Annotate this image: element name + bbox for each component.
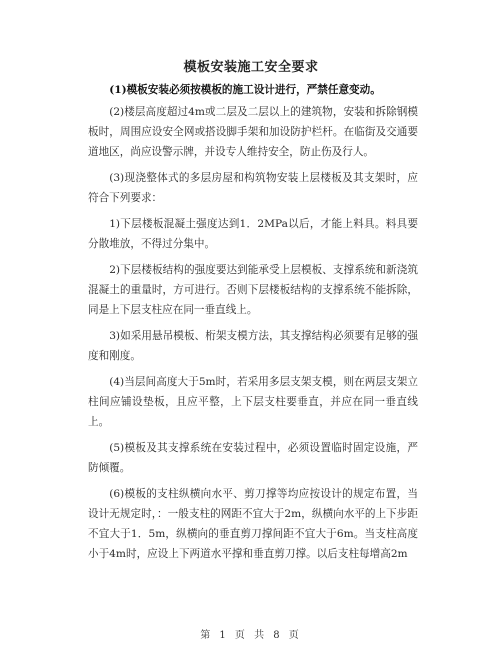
paragraph-7: (4)当层间高度大于5m时，若采用多层支架支模，则在两层支架立柱间应铺设垫板，且应平整，上下层支柱要垂直，并应在同一垂直线上。 — [88, 376, 418, 428]
paragraph-1: (1)模板安装必须按模板的施工设计进行，严禁任意变动。 — [109, 84, 381, 96]
document-title: 模板安装施工安全要求 — [183, 60, 319, 75]
paragraph-3: (3)现浇整体式的多层房屋和构筑物安装上层楼板及其支架时，应符合下列要求： — [88, 172, 418, 204]
paragraph-6: 3)如采用悬吊模板、桁架支模方法，其支撑结构必须要有足够的强度和刚度。 — [88, 330, 418, 362]
paragraph-2: (2)楼层高度超过4m或二层及二层以上的建筑物，安装和拆除钢模板时，周围应设安全网或搭设脚手架和加设防护栏杆。在临街及交通要道地区，尚应设警示牌，并设专人维持安全，防止伤及行人。 — [88, 106, 418, 158]
paragraph-8: (5)模板及其支撑系统在安装过程中，必须设置临时固定设施，严防倾覆。 — [88, 442, 418, 474]
paragraph-4: 1)下层楼板混凝土强度达到1．2MPa以后，才能上料具。料具要分散堆放，不得过分集中。 — [88, 218, 418, 250]
page-number-footer: 第 1 页 共 8 页 — [200, 630, 302, 641]
paragraph-9: (6)模板的支柱纵横向水平、剪刀撑等均应按设计的规定布置，当设计无规定时，：一般支柱的网距不宜大于2m，纵横向水平的上下步距不宜大于1．5m，纵横向的垂直剪刀撑间距不宜大于6m。当支柱高度小于4m时，应设上下两道水平撑和垂直剪刀撑。以后支柱每增高2m — [88, 488, 418, 560]
document-body — [88, 80, 418, 570]
paragraph-5: 2)下层楼板结构的强度要达到能承受上层模板、支撑系统和新浇筑混凝土的重量时，方可进行。否则下层楼板结构的支撑系统不能拆除，同是上下层支柱应在同一垂直线上。 — [88, 264, 418, 316]
